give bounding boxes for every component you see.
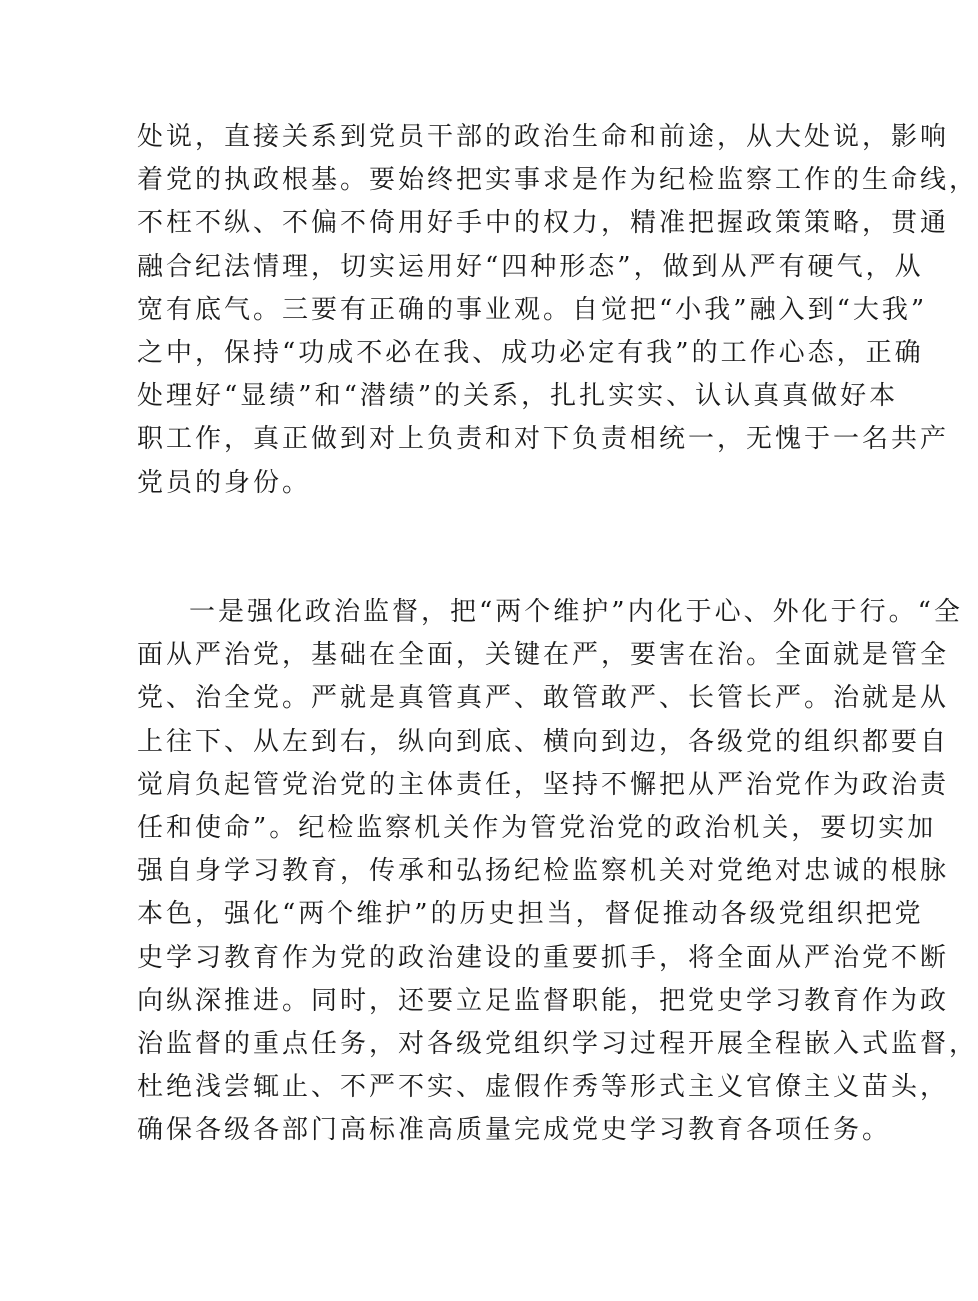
- paragraph-line: 不枉不纵、不偏不倚用好手中的权力，精准把握政策策略，贯通: [137, 208, 950, 239]
- paragraph-first-line: 一是强化政治监督，把“两个维护”内化于心、外化于行。“全: [189, 597, 963, 627]
- paragraph-line: 向纵深推进。同时，还要立足监督职能，把党史学习教育作为政: [137, 985, 950, 1016]
- paragraph-line: 本色，强化“两个维护”的历史担当，督促推动各级党组织把党: [137, 899, 924, 930]
- paragraph-line: 着党的执政根基。要始终把实事求是作为纪检监察工作的生命线，: [137, 165, 978, 196]
- paragraph-line: 党员的身份。: [137, 467, 312, 498]
- paragraph-line: 职工作，真正做到对上负责和对下负责相统一，无愧于一名共产: [137, 424, 950, 455]
- paragraph-line: 治监督的重点任务，对各级党组织学习过程开展全程嵌入式监督，: [137, 1028, 978, 1059]
- paragraph-line: 任和使命”。纪检监察机关作为管党治党的政治机关，要切实加: [137, 812, 937, 843]
- paragraph-line: 处理好“显绩”和“潜绩”的关系，扎扎实实、认认真真做好本: [137, 381, 899, 412]
- paragraph-line: 确保各级各部门高标准高质量完成党史学习教育各项任务。: [137, 1115, 892, 1146]
- paragraph-1: [137, 116, 978, 505]
- paragraph-line: 之中，保持“功成不必在我、成功必定有我”的工作心态，正确: [137, 337, 924, 368]
- paragraph-2: [137, 591, 978, 1152]
- paragraph-line: 面从严治党，基础在全面，关键在严，要害在治。全面就是管全: [137, 640, 950, 671]
- paragraph-line: 处说，直接关系到党员干部的政治生命和前途，从大处说，影响: [137, 122, 950, 152]
- paragraph-line: 融合纪法情理，切实运用好“四种形态”，做到从严有硬气，从: [137, 251, 924, 282]
- paragraph-line: 上往下、从左到右，纵向到底、横向到边，各级党的组织都要自: [137, 726, 950, 757]
- paragraph-line: 杜绝浅尝辄止、不严不实、虚假作秀等形式主义官僚主义苗头，: [137, 1072, 950, 1103]
- paragraph-line: 宽有底气。三要有正确的事业观。自觉把“小我”融入到“大我”: [137, 294, 928, 325]
- paragraph-line: 史学习教育作为党的政治建设的重要抓手，将全面从严治党不断: [137, 942, 950, 973]
- paragraph-line: 党、治全党。严就是真管真严、敢管敢严、长管长严。治就是从: [137, 683, 950, 714]
- paragraph-line: 强自身学习教育，传承和弘扬纪检监察机关对党绝对忠诚的根脉: [137, 856, 950, 887]
- paragraph-line: 觉肩负起管党治党的主体责任，坚持不懈把从严治党作为政治责: [137, 769, 950, 800]
